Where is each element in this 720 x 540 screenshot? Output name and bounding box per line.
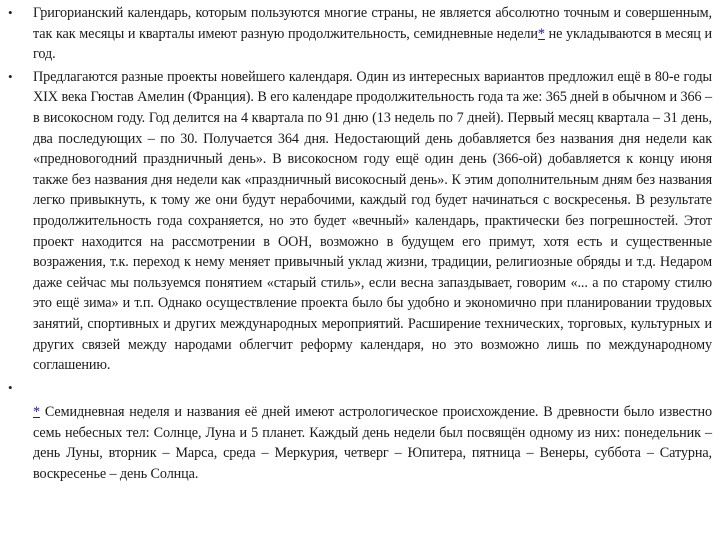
list-item-gregorian-calendar [0, 3, 720, 65]
document-body [0, 3, 720, 485]
footnote-marker-link[interactable]: * [33, 404, 40, 421]
list-item-calendar-projects [0, 67, 720, 376]
bullet-icon: • [8, 68, 13, 84]
footnote-text: Семидневная неделя и названия её дней имеют астрологическое происхождение. В древности было известно семь небесных тел: Солнце, Луна и 5 планет. Каждый день недели был посвящён одному из них: понедельник – день Луны, вторник – Марса, среда – Меркурия, четверг – Юпитера, пятница – Венеры, суббота – Сатурна, воскресенье – день Солнца. [33, 404, 712, 483]
paragraph-calendar-projects: Предлагаются разные проекты новейшего календаря. Один из интересных вариантов предложил ещё в 80-е годы XIX века Гюстав Амелин (Франция). В его календаре продолжительность года та же: 365 дней в обычном и 366 – в високосном году. Год делится на 4 квартала по 91 дню (13 недель по 7 дней). Первый месяц квартала – 31 день, два последующих – по 30. Получается 364 дня. Недостающий день добавляется без названия дня недели как «предновогодний праздничный день». В високосном году ещё один день (366-ой) добавляется к концу июня также без названия дня недели как «праздничный високосный день». К этим дополнительным дням без названия легко привыкнуть, к тому же они будут нерабочими, каждый год будет начинаться с воскресенья. В результате продолжительность года сохраняется, но это будет «вечный» календарь, практически без погрешностей. Этот проект находится на рассмотрении в ООН, возможно в будущем его примут, хотя есть и существенные возражения, т.к. переход к нему меняет привычный уклад жизни, традиции, религиозные обряды и т.д. Недаром даже сейчас мы пользуемся понятием «старый стиль», если весна запаздывает, говорим «... а по старому стилю это ещё зима» и т.п. Однако осуществление проекта было бы удобно и экономично при планировании трудовых занятий, спортивных и других международных мероприятий. Расширение технических, торговых, культурных и других связей между народами облегчит реформу календаря, но это возможно лишь по международному соглашению. [33, 68, 712, 374]
list-item-empty [0, 378, 720, 399]
empty-line [33, 378, 712, 399]
bullet-icon: • [8, 379, 13, 395]
paragraph-gregorian-calendar [33, 3, 712, 65]
bullet-icon: • [8, 5, 13, 20]
paragraph-text: Григорианский календарь, которым пользуются многие страны, не является абсолютно точным и совершенным, так как месяцы и кварталы имеют разную продолжительность, семидневные недели [33, 5, 712, 42]
footnote [0, 402, 720, 484]
footnote-paragraph [33, 402, 712, 484]
footnote-link[interactable]: * [537, 25, 545, 42]
paragraph-text: не укладываются в месяц и год. [33, 25, 712, 63]
